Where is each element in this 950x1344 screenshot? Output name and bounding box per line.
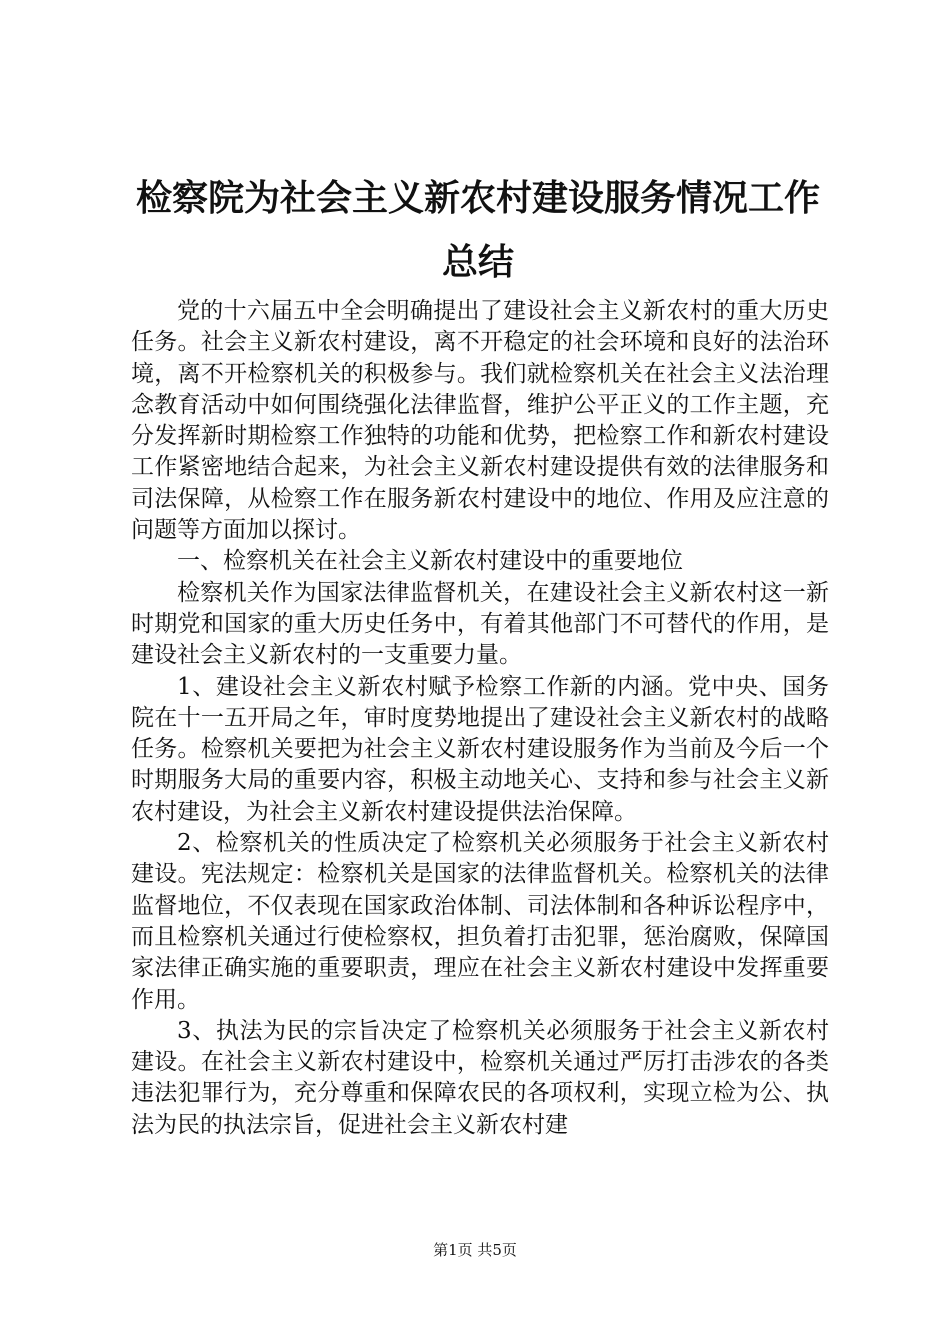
paragraph-intro: 党的十六届五中全会明确提出了建设社会主义新农村的重大历史任务。社会主义新农村建设，离不开稳定的社会环境和良好的法治环境，离不开检察机关的积极参与。我们就检察机关在社会主义法治理念教育活动中如何围绕强化法律监督，维护公平正义的工作主题，充分发挥新时期检察工作独特的功能和优势，把检察工作和新农村建设工作紧密地结合起来，为社会主义新农村建设提供有效的法律服务和司法保障，从检察工作在服务新农村建设中的地位、作用及应注意的问题等方面加以探讨。 xyxy=(131,298,829,544)
page-number-footer: 第1页 共5页 xyxy=(433,1241,517,1259)
document-body xyxy=(131,296,829,1141)
paragraph-point-2: 2、检察机关的性质决定了检察机关必须服务于社会主义新农村建设。宪法规定：检察机关是国家的法律监督机关。检察机关的法律监督地位，不仅表现在国家政治体制、司法体制和各种诉讼程序中，而且检察机关通过行使检察权，担负着打击犯罪，惩治腐败，保障国家法律正确实施的重要职责，理应在社会主义新农村建设中发挥重要作用。 xyxy=(131,830,829,1013)
paragraph-point-1: 1、建设社会主义新农村赋予检察工作新的内涵。党中央、国务院在十一五开局之年，审时度势地提出了建设社会主义新农村的战略任务。检察机关要把为社会主义新农村建设服务作为当前及今后一个时期服务大局的重要内容，积极主动地关心、支持和参与社会主义新农村建设，为社会主义新农村建设提供法治保障。 xyxy=(131,673,829,825)
document-title: 检察院为社会主义新农村建设服务情况工作总结 xyxy=(135,177,820,283)
paragraph-role: 检察机关作为国家法律监督机关，在建设社会主义新农村这一新时期党和国家的重大历史任务中，有着其他部门不可替代的作用，是建设社会主义新农村的一支重要力量。 xyxy=(131,579,829,669)
paragraph-point-3: 3、执法为民的宗旨决定了检察机关必须服务于社会主义新农村建设。在社会主义新农村建设中，检察机关通过严厉打击涉农的各类违法犯罪行为，充分尊重和保障农民的各项权利，实现立检为公、执法为民的执法宗旨，促进社会主义新农村建 xyxy=(131,1017,829,1138)
section-heading-1: 一、检察机关在社会主义新农村建设中的重要地位 xyxy=(177,548,683,575)
